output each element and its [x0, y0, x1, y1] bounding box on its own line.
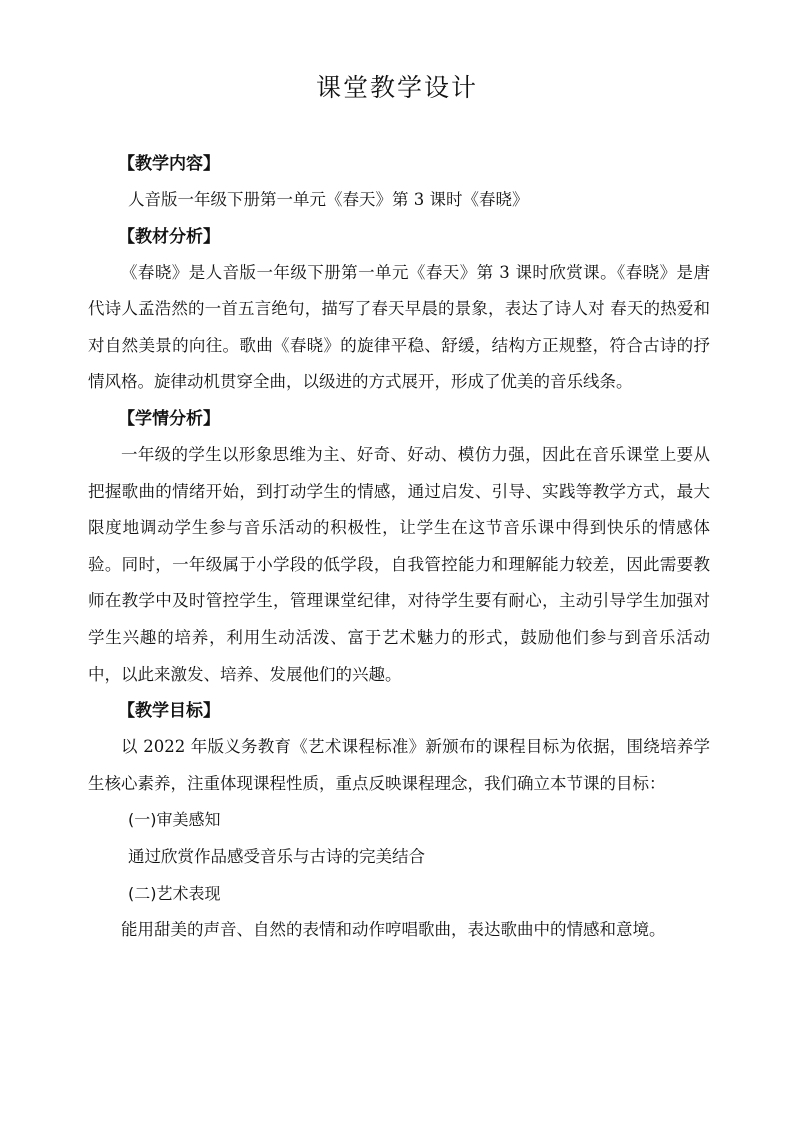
- section-heading-teaching-goals: 【教学目标】: [118, 701, 220, 722]
- teaching-goals-intro: 以 2022 年版义务教育《艺术课程标准》新颁布的课程目标为依据，围绕培养学生核心素养，注重体现课程性质，重点反映课程理念，我们确立本节课的目标：: [88, 737, 710, 793]
- section-heading-teaching-content: 【教学内容】: [118, 154, 220, 174]
- goal-label-aesthetic-perception: (一)审美感知: [128, 810, 221, 830]
- teaching-content-text: 人音版一年级下册第一单元《春天》第 3 课时《春晓》: [128, 190, 529, 209]
- goal-text-aesthetic-perception: 通过欣赏作品感受音乐与古诗的完美结合: [128, 846, 425, 866]
- goal-text-artistic-expression: 能用甜美的声音、自然的表情和动作哼唱歌曲，表达歌曲中的情感和意境。: [121, 920, 666, 940]
- document-title: 课堂教学设计: [315, 73, 478, 102]
- section-heading-material-analysis: 【教材分析】: [118, 226, 220, 247]
- goal-label-artistic-expression: (二)艺术表现: [128, 883, 221, 903]
- section-heading-learner-analysis: 【学情分析】: [118, 408, 220, 429]
- document-body: [88, 146, 710, 949]
- material-analysis-paragraph: 《春晓》是人音版一年级下册第一单元《春天》第 3 课时欣赏课。《春晓》是唐代诗人孟浩然的一首五言绝句，描写了春天早晨的景象，表达了诗人对 春天的热爱和对自然美景的向往。歌曲《春晓》的旋律平稳、舒缓，结构方正规整，符合古诗的抒情风格。旋律动机贯穿全曲，以级进的方式展开，形成了优美的音乐线条。: [88, 262, 710, 392]
- learner-analysis-paragraph: 一年级的学生以形象思维为主、好奇、好动、模仿力强，因此在音乐课堂上要从把握歌曲的情绪开始，到打动学生的情感，通过启发、引导、实践等教学方式，最大限度地调动学生参与音乐活动的积极性，让学生在这节音乐课中得到快乐的情感体验。同时，一年级属于小学段的低学段，自我管控能力和理解能力较差，因此需要教师在教学中及时管控学生，管理课堂纪律，对待学生要有耐心，主动引导学生加强对学生兴趣的培养，利用生动活泼、富于艺术魅力的形式，鼓励他们参与到音乐活动中，以此来激发、培养、发展他们的兴趣。: [88, 444, 710, 684]
